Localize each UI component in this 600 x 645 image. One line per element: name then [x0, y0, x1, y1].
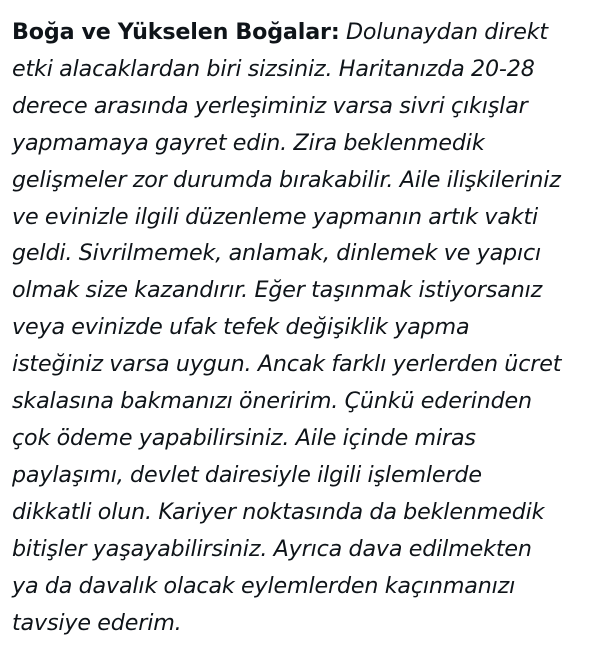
body-line: ya da davalık olacak eylemlerden kaçınmanızı — [12, 572, 516, 599]
body-line: isteğiniz varsa uygun. Ancak farklı yerlerden ücret — [12, 351, 562, 378]
post-heading: Boğa ve Yükselen Boğalar: — [12, 19, 340, 45]
body-line: yapmamaya gayret edin. Zira beklenmedik — [12, 129, 485, 156]
body-line: olmak size kazandırır. Eğer taşınmak istiyorsanız — [12, 277, 543, 304]
body-line: dikkatli olun. Kariyer noktasında da beklenmedik — [12, 498, 545, 525]
body-line: geldi. Sivrilmemek, anlamak, dinlemek ve yapıcı — [12, 240, 542, 267]
body-line: skalasına bakmanızı öneririm. Çünkü ederinden — [12, 388, 532, 415]
body-line: veya evinizde ufak tefek değişiklik yapma — [12, 314, 470, 341]
text-line-1 — [12, 14, 592, 51]
body-line: etki alacaklardan biri sizsiniz. Haritanızda 20-28 — [12, 55, 535, 82]
body-line: ve evinizle ilgili düzenleme yapmanın artık vakti — [12, 203, 539, 230]
body-line: paylaşımı, devlet dairesiyle ilgili işlemlerde — [12, 461, 482, 488]
post-text — [12, 14, 592, 641]
body-line: Dolunaydan direkt — [345, 19, 548, 45]
body-line: derece arasında yerleşiminiz varsa sivri çıkışlar — [12, 92, 528, 119]
body-line: tavsiye ederim. — [12, 609, 182, 636]
body-line: çok ödeme yapabilirsiniz. Aile içinde miras — [12, 424, 476, 451]
body-line: gelişmeler zor durumda bırakabilir. Aile ilişkileriniz — [12, 166, 561, 193]
body-line: bitişler yaşayabilirsiniz. Ayrıca dava edilmekten — [12, 535, 532, 562]
